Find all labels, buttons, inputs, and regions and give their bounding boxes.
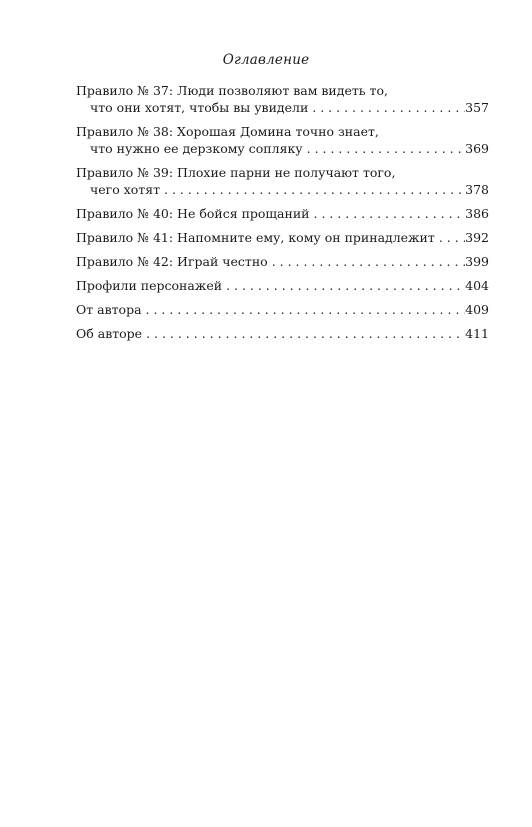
toc-entry-title: Правило № 40: Не бойся прощаний — [76, 206, 310, 221]
dot-leader — [308, 99, 465, 116]
toc-entry-title-cont: чего хотят — [90, 182, 161, 197]
toc-entry-title: Правило № 38: Хорошая Домина точно знает, — [76, 124, 379, 139]
toc-page-number: 357 — [465, 100, 489, 115]
table-of-contents — [76, 82, 489, 349]
toc-entry — [76, 205, 489, 222]
toc-page-number: 411 — [465, 326, 489, 341]
toc-heading: Оглавление — [222, 52, 310, 68]
dot-leader — [303, 140, 466, 157]
toc-page-number: 386 — [465, 206, 489, 221]
toc-entry-title: Правило № 42: Играй честно — [76, 254, 268, 269]
toc-page-number: 378 — [465, 182, 489, 197]
toc-entry-title: Правило № 39: Плохие парни не получают того, — [76, 165, 396, 180]
dot-leader — [268, 253, 465, 270]
toc-entry — [76, 325, 489, 342]
toc-entry-title-cont: что они хотят, чтобы вы увидели — [90, 100, 309, 115]
toc-entry — [76, 253, 489, 270]
toc-entry-title-cont: что нужно ее дерзкому сопляку — [90, 141, 303, 156]
toc-page-number: 399 — [465, 254, 489, 269]
dot-leader — [160, 181, 465, 198]
toc-entry — [76, 123, 489, 157]
toc-page-number: 409 — [465, 302, 489, 317]
dot-leader — [310, 205, 466, 222]
toc-entry — [76, 229, 489, 246]
dot-leader — [142, 301, 466, 318]
toc-entry — [76, 301, 489, 318]
dot-leader — [142, 325, 465, 342]
toc-page-number: 369 — [465, 141, 489, 156]
toc-page-number: 392 — [465, 230, 489, 245]
toc-entry-title: Правило № 41: Напомните ему, кому он принадлежит — [76, 230, 435, 245]
toc-entry — [76, 164, 489, 198]
toc-entry-title: Правило № 37: Люди позволяют вам видеть то, — [76, 83, 388, 98]
toc-entry-title: Профили персонажей — [76, 278, 223, 293]
dot-leader — [222, 277, 465, 294]
toc-entry-title: От автора — [76, 302, 142, 317]
toc-page-number: 404 — [465, 278, 489, 293]
toc-entry-title: Об авторе — [76, 326, 143, 341]
toc-entry — [76, 277, 489, 294]
dot-leader — [435, 229, 465, 246]
toc-entry — [76, 82, 489, 116]
